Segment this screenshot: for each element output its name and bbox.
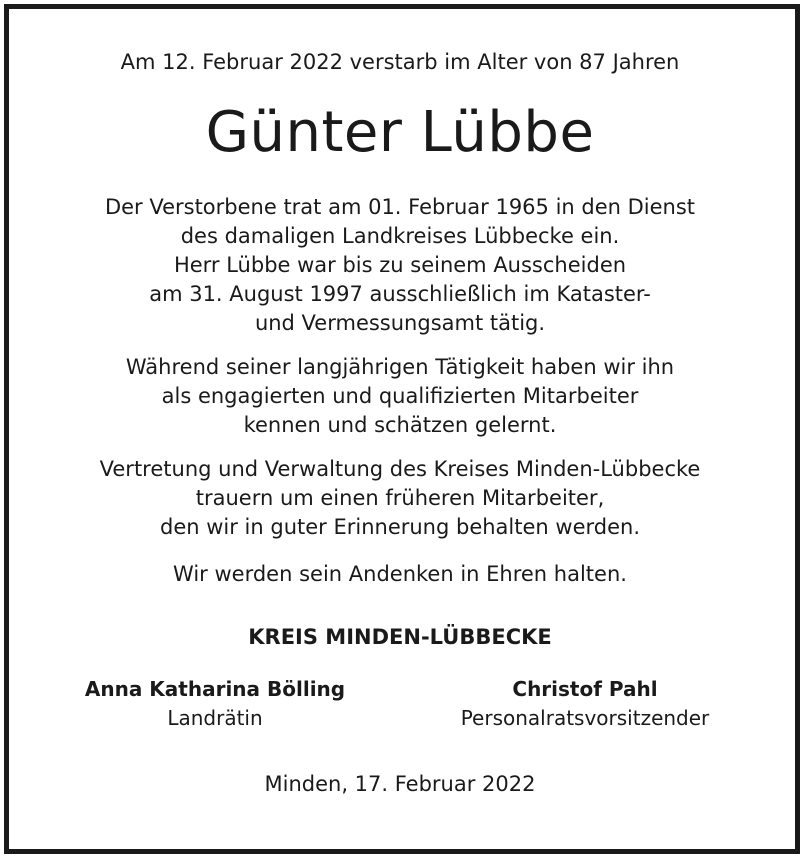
place-date: Minden, 17. Februar 2022 [264, 772, 536, 796]
organization-name: KREIS MINDEN-LÜBBECKE [248, 625, 552, 649]
signatory-name-left: Anna Katharina Bölling [84, 677, 346, 701]
paragraph-line: Herr Lübbe war bis zu seinem Ausscheiden [173, 253, 627, 277]
paragraph-remembrance: Wir werden sein Andenken in Ehren halten. [173, 562, 627, 586]
paragraph-line: und Vermessungsamt tätig. [254, 311, 546, 335]
paragraph-line: Während seiner langjährigen Tätigkeit haben wir ihn [125, 355, 675, 379]
paragraph-line: am 31. August 1997 ausschließlich im Kataster- [149, 282, 651, 306]
signatory-name-right: Christof Pahl [512, 677, 658, 701]
paragraph-line: Der Verstorbene trat am 01. Februar 1965 in den Dienst [104, 195, 696, 219]
paragraph-line: den wir in guter Erinnerung behalten werden. [159, 515, 640, 539]
signatory-role-right: Personalratsvorsitzender [460, 706, 710, 730]
deceased-name: Günter Lübbe [205, 100, 595, 165]
paragraph-line: des damaligen Landkreises Lübbecke ein. [180, 224, 620, 248]
paragraph-line: kennen und schätzen gelernt. [243, 413, 557, 437]
signatory-role-left: Landrätin [167, 706, 263, 730]
paragraph-line: Vertretung und Verwaltung des Kreises Minden-Lübbecke [99, 457, 701, 481]
paragraph-line: trauern um einen früheren Mitarbeiter, [195, 486, 605, 510]
paragraph-line: als engagierten und qualifizierten Mitarbeiter [161, 384, 639, 408]
intro-line: Am 12. Februar 2022 verstarb im Alter von 87 Jahren [120, 50, 680, 74]
